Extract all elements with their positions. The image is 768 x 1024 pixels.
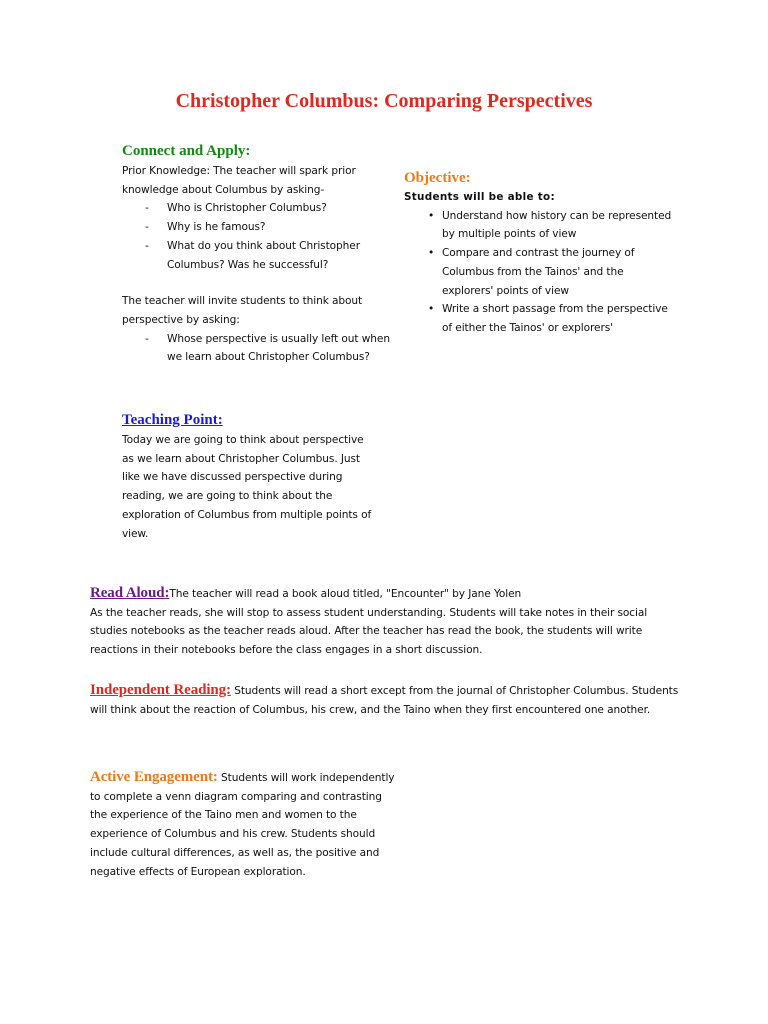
read-aloud-text: As the teacher reads, she will stop to assess student understanding. Students will take notes in their social studies notebooks as the teacher reads aloud. After the teacher has read the book, the students will write reactions in their notebooks before the class engages in a short discussion. (90, 606, 648, 657)
teaching-point-heading: Teaching Point: (122, 412, 223, 428)
objective-list (404, 207, 676, 338)
teaching-point-text: Today we are going to think about perspective as we learn about Christopher Columbus. Just like we have discussed perspective during reading, we are going to think about the exploration of Columbus from multiple points of view. (122, 434, 372, 540)
perspective-intro-text: The teacher will invite students to think about perspective by asking: (122, 295, 363, 326)
independent-reading-heading: Independent Reading: (90, 682, 231, 698)
connect-apply-section (122, 162, 394, 367)
question-item: - Whose perspective is usually left out when we learn about Christopher Columbus? (122, 330, 394, 367)
connect-apply-heading: Connect and Apply: (122, 143, 251, 159)
objective-item: • Compare and contrast the journey of Columbus from the Tainos' and the explorers' points of view (404, 244, 676, 300)
independent-reading-section (90, 681, 680, 719)
prior-knowledge-questions (122, 199, 394, 274)
prior-knowledge-text: Prior Knowledge: The teacher will spark prior knowledge about Columbus by asking- (122, 165, 356, 196)
objective-subheading: Students will be able to: (404, 191, 555, 203)
document-title: Christopher Columbus: Comparing Perspectives (175, 90, 593, 112)
objective-section (404, 188, 676, 338)
independent-reading-text: Students will read a short except from the journal of Christopher Columbus. Students will think about the reaction of Columbus, his crew, and the Taino when they first encountered one another. (90, 685, 679, 716)
read-aloud-section (90, 584, 680, 660)
active-engagement-section (90, 768, 400, 881)
question-item: - Why is he famous? (122, 218, 394, 237)
question-item: - What do you think about Christopher Columbus? Was he successful? (122, 237, 394, 274)
active-engagement-text: Students will work independently to complete a venn diagram comparing and contrasting the experience of the Taino men and women to the experience of Columbus and his crew. Students should include cultural differences, as well as, the positive and negative effects of European exploration. (90, 772, 395, 878)
read-aloud-intro: The teacher will read a book aloud titled, "Encounter" by Jane Yolen (169, 588, 522, 600)
question-item: - Who is Christopher Columbus? (122, 199, 394, 218)
objective-heading: Objective: (404, 170, 471, 186)
perspective-questions (122, 330, 394, 367)
objective-item: • Understand how history can be represented by multiple points of view (404, 207, 676, 244)
objective-item: • Write a short passage from the perspective of either the Tainos' or explorers' (404, 300, 676, 337)
active-engagement-heading: Active Engagement: (90, 769, 218, 785)
read-aloud-heading: Read Aloud: (90, 585, 170, 601)
